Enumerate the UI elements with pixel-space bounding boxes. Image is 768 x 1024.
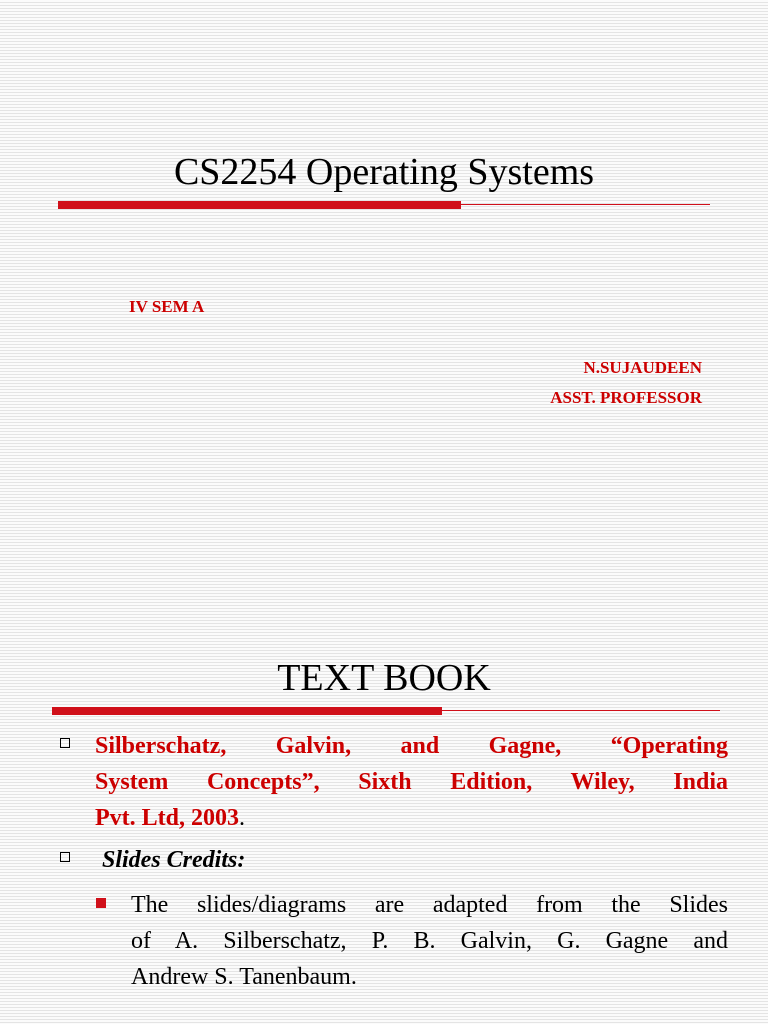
filled-square-bullet-icon	[96, 898, 106, 908]
reference-line-2: System Concepts”, Sixth Edition, Wiley, India	[95, 769, 728, 795]
credits-detail-item	[96, 887, 728, 995]
title-underline	[58, 201, 710, 211]
credits-line-1: The slides/diagrams are adapted from the Slides	[131, 892, 728, 918]
reference-line-3	[95, 800, 728, 836]
credits-line-2: of A. Silberschatz, P. B. Galvin, G. Gagne and	[131, 928, 728, 954]
textbook-reference	[95, 728, 728, 836]
slides-credits-heading	[102, 842, 728, 878]
hollow-square-bullet-icon	[60, 852, 70, 862]
hollow-square-bullet-icon	[60, 738, 70, 748]
reference-line-1: Silberschatz, Galvin, and Gagne, “Operating	[95, 733, 728, 759]
credits-label: Slides Credits:	[102, 847, 246, 873]
semester-label: IV SEM A	[129, 297, 205, 316]
title-underline-thick	[58, 201, 461, 209]
reference-line-3-text: Pvt. Ltd, 2003	[95, 805, 239, 831]
textbook-reference-item	[60, 728, 728, 836]
credits-detail	[131, 887, 728, 995]
textbook-slide	[0, 512, 768, 1024]
title-underline	[52, 707, 720, 717]
title-underline-thin	[442, 710, 720, 711]
slides-credits-item	[60, 842, 728, 878]
slide-title: TEXT BOOK	[277, 657, 491, 699]
author-name: N.SUJAUDEEN	[583, 358, 702, 377]
author-title: ASST. PROFESSOR	[550, 388, 702, 407]
credits-line-3: Andrew S. Tanenbaum.	[131, 964, 357, 990]
title-underline-thin	[461, 204, 710, 205]
title-underline-thick	[52, 707, 442, 715]
reference-period: .	[239, 805, 245, 831]
slide-title: CS2254 Operating Systems	[173, 151, 595, 193]
